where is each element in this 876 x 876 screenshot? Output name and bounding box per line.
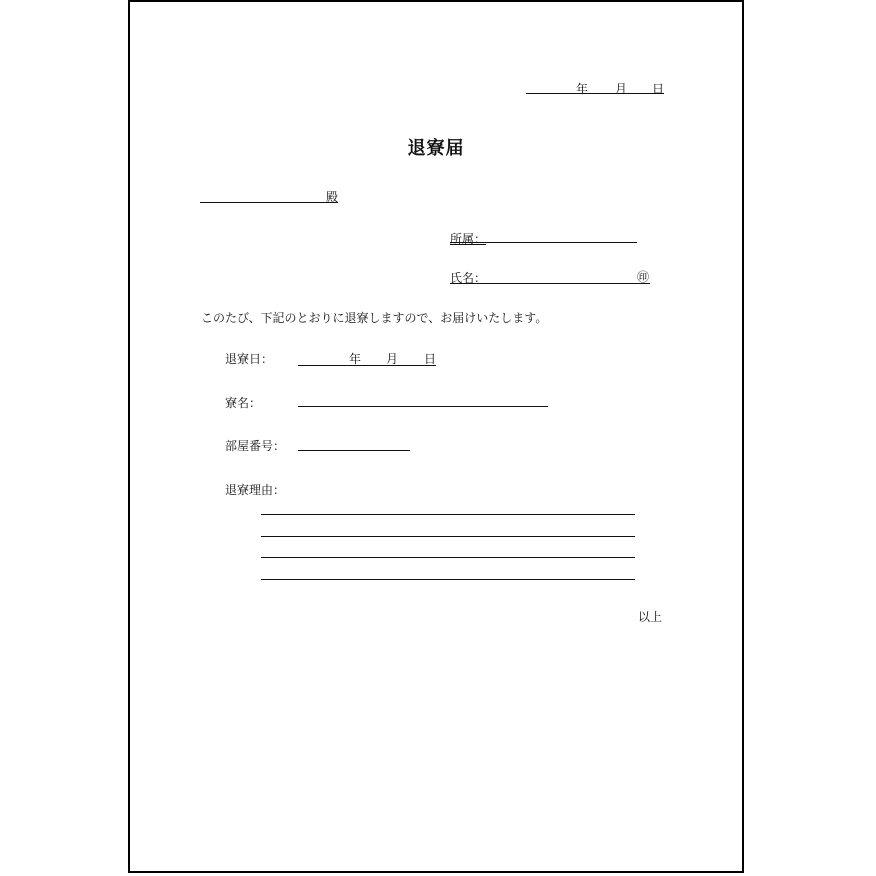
reason-label: 退寮理由： [225,483,286,497]
leave-date-line [298,365,436,366]
header-date-month: 月 [615,82,628,96]
header-date-day: 日 [652,82,665,96]
dorm-name-label: 寮名： [225,396,262,410]
reason-line [261,514,635,515]
affiliation-label: 所属： [450,232,487,246]
header-date-year: 年 [576,82,589,96]
room-number-line [298,450,410,451]
leave-date-month: 月 [386,352,399,366]
name-line [450,283,650,284]
closing-text: 以上 [638,610,663,624]
reason-line [261,536,635,537]
document-title: 退寮届 [407,138,465,159]
reason-line [261,557,635,558]
reason-line [261,579,635,580]
dorm-name-line [298,406,548,407]
addressee-line [200,202,338,203]
leave-date-label: 退寮日： [225,352,274,366]
affiliation-line [450,242,637,243]
leave-date-year: 年 [349,352,362,366]
leave-date-day: 日 [424,352,437,366]
name-label: 氏名： [450,271,487,285]
room-number-label: 部屋番号： [225,439,286,453]
document-page [128,0,744,873]
addressee-suffix: 殿 [326,190,339,204]
header-date-line [526,93,664,94]
intro-text: このたび、下記のとおりに退寮しますので、お届けいたします。 [201,311,548,325]
seal-mark: ㊞ [637,270,650,284]
